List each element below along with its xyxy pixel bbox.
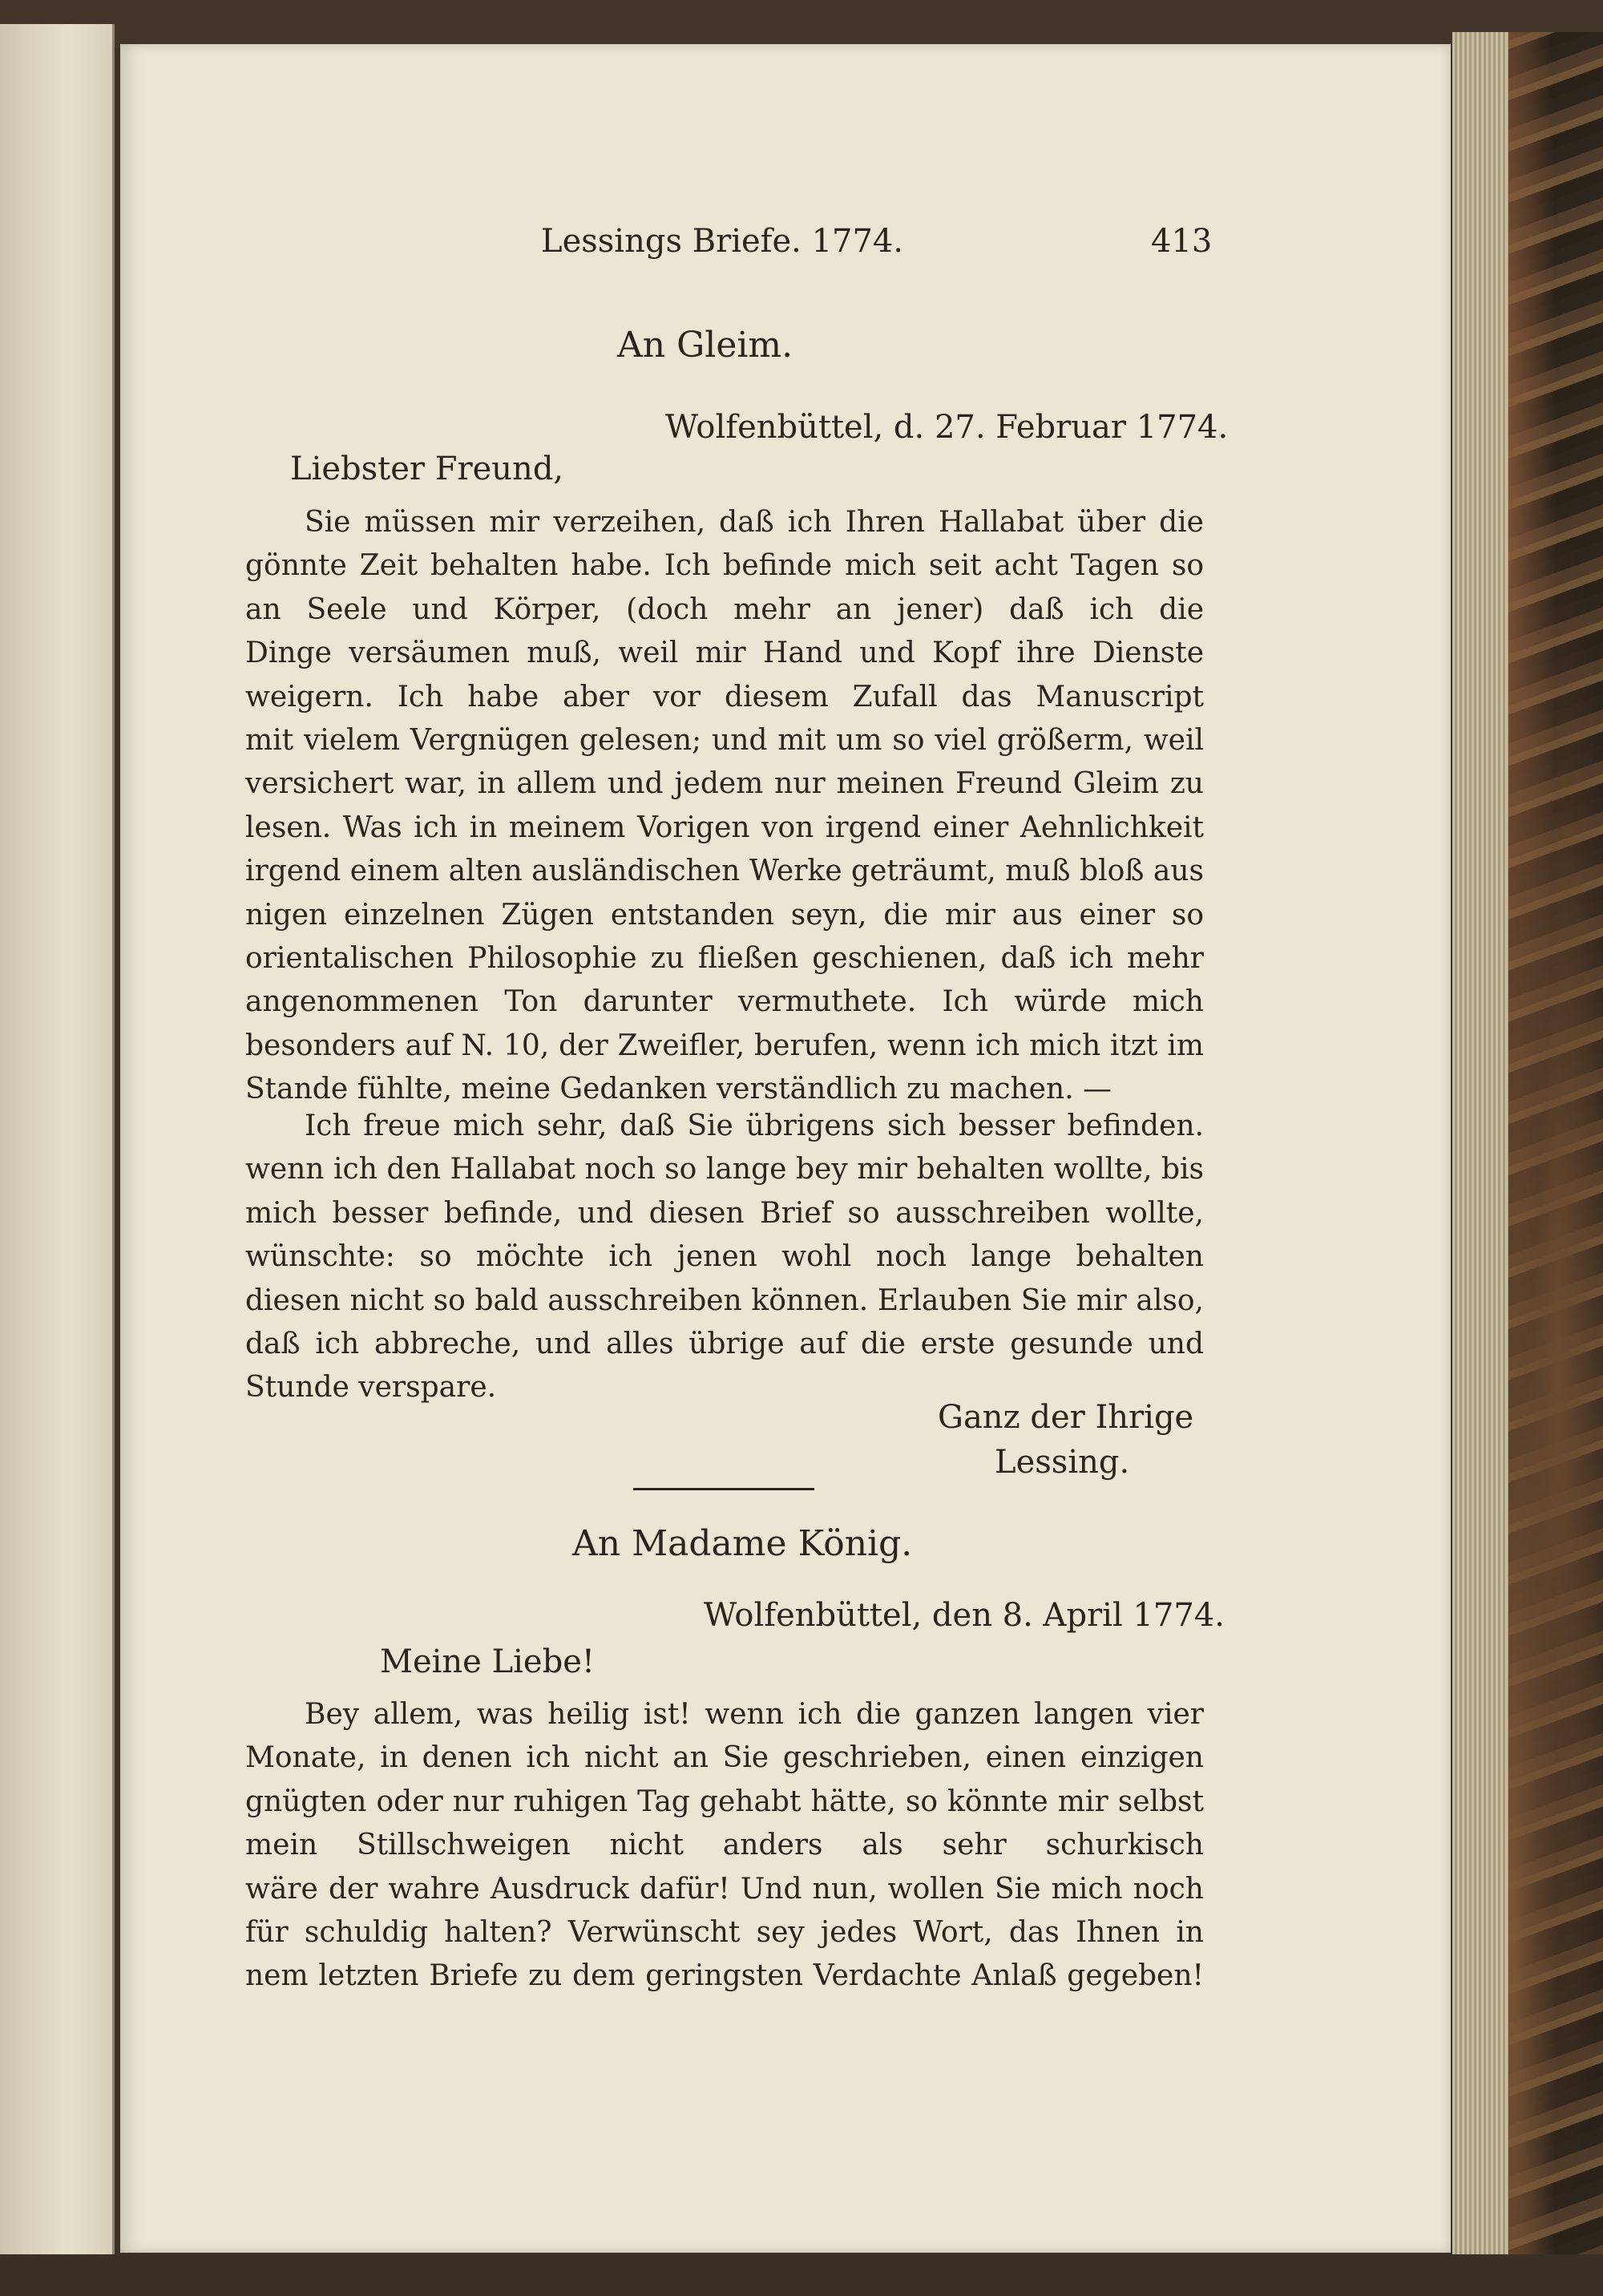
- text-line: Ich freue mich sehr, daß Sie übrigens sich besser befinden.: [305, 1110, 1204, 1142]
- text-line: mit vielem Vergnügen gelesen; und mit um so viel größerm, weil: [245, 723, 1204, 757]
- text-line: Bey allem, was heilig ist! wenn ich die ganzen langen vier: [305, 1698, 1204, 1731]
- text-line: wünschte: so möchte ich jenen wohl noch lange behalten: [245, 1240, 1204, 1274]
- letter1-dateline: Wolfenbüttel, d. 27. Februar 1774.: [665, 409, 1229, 446]
- text-line: Stande fühlte, meine Gedanken verständlich zu machen. —: [245, 1073, 1112, 1106]
- text-line: nigen einzelnen Zügen entstanden seyn, die mir aus einer so: [245, 898, 1204, 932]
- section-divider: [633, 1488, 814, 1490]
- running-title: Lessings Briefe. 1774.: [541, 223, 904, 260]
- facing-page-edge: [0, 24, 115, 2261]
- text-line: daß ich abbreche, und alles übrige auf die erste gesunde und: [245, 1327, 1204, 1360]
- background-bottom: [0, 2254, 1603, 2296]
- letter1-closing: Ganz der Ihrige: [938, 1399, 1194, 1436]
- text-line: gönnte Zeit behalten habe. Ich befinde mich seit acht Tagen so: [245, 549, 1204, 583]
- text-line: für schuldig halten? Verwünscht sey jedes Wort, das Ihnen in: [245, 1915, 1204, 1949]
- letter2-salutation: Meine Liebe!: [380, 1643, 595, 1680]
- text-line: Sie müssen mir verzeihen, daß ich Ihren Hallabat über die: [305, 506, 1204, 539]
- text-line: an Seele und Körper, (doch mehr an jener) daß ich die: [245, 592, 1204, 626]
- letter1-salutation: Liebster Freund,: [290, 451, 564, 487]
- text-line: mein Stillschweigen nicht anders als sehr schurkisch: [245, 1829, 1204, 1862]
- page-number: 413: [1151, 223, 1213, 260]
- letter2-title: An Madame König.: [572, 1523, 913, 1564]
- text-line: versichert war, in allem und jedem nur meinen Freund Gleim zu: [245, 767, 1204, 801]
- background-top: [0, 0, 1603, 48]
- text-line: weigern. Ich habe aber vor diesem Zufall das Manuscript: [245, 680, 1204, 713]
- text-line: wenn ich den Hallabat noch so lange bey mir behalten wollte, bis: [245, 1153, 1204, 1186]
- letter2-paragraph1: [245, 1693, 1204, 1999]
- page-block-edge: [1452, 32, 1508, 2254]
- text-line: lesen. Was ich in meinem Vorigen von irgend einer Aehnlichkeit: [245, 810, 1204, 844]
- text-line: angenommenen Ton darunter vermuthete. Ich würde mich: [245, 985, 1204, 1019]
- text-line: irgend einem alten ausländischen Werke geträumt, muß bloß aus: [245, 855, 1204, 888]
- text-line: Stunde verspare.: [245, 1371, 497, 1405]
- text-line: mich besser befinde, und diesen Brief so ausschreiben wollte,: [245, 1196, 1204, 1230]
- letter1-title: An Gleim.: [617, 325, 793, 366]
- text-line: wäre der wahre Ausdruck dafür! Und nun, wollen Sie mich noch: [245, 1872, 1204, 1906]
- letter1-signature: Lessing.: [995, 1444, 1130, 1481]
- text-line: diesen nicht so bald ausschreiben können. Erlauben Sie mir also,: [245, 1283, 1204, 1317]
- letter1-paragraph2: [245, 1105, 1204, 1410]
- text-line: Dinge versäumen muß, weil mir Hand und Kopf ihre Dienste: [245, 637, 1204, 670]
- text-line: orientalischen Philosophie zu fließen geschienen, daß ich mehr: [245, 941, 1204, 975]
- text-line: nem letzten Briefe zu dem geringsten Verdachte Anlaß gegeben!: [245, 1959, 1204, 1993]
- letter1-paragraph1: [245, 501, 1204, 1111]
- text-line: gnügten oder nur ruhigen Tag gehabt hätte, so könnte mir selbst: [245, 1785, 1204, 1818]
- letter2-dateline: Wolfenbüttel, den 8. April 1774.: [704, 1597, 1225, 1634]
- text-line: besonders auf N. 10, der Zweifler, berufen, wenn ich mich itzt im: [245, 1029, 1204, 1062]
- text-line: Monate, in denen ich nicht an Sie geschrieben, einen einzigen: [245, 1741, 1204, 1775]
- letter1-closing-block: [938, 1395, 1193, 1485]
